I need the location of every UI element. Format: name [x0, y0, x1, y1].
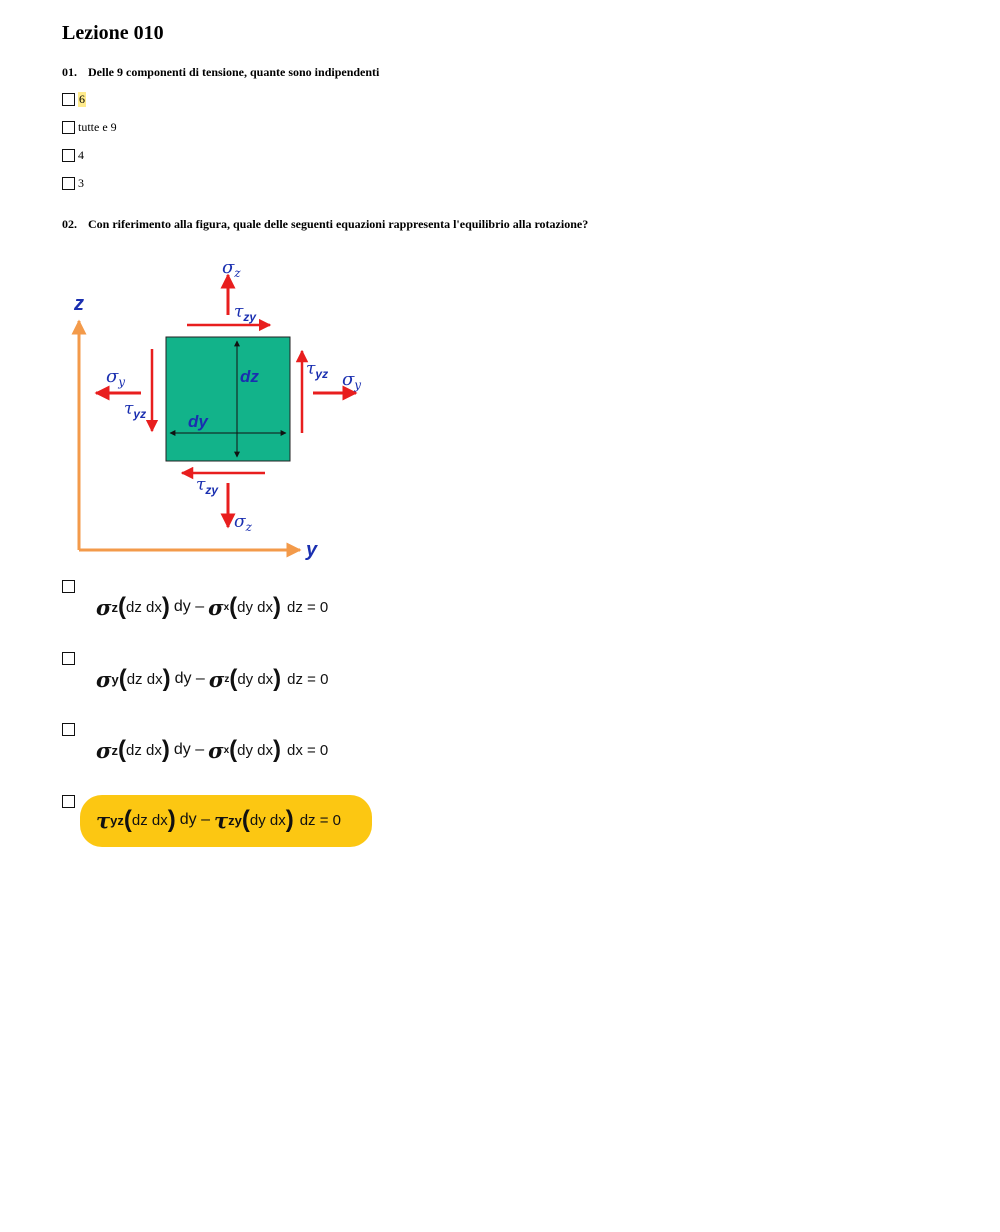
eq-symbol: σ [208, 737, 224, 763]
answer-checkbox[interactable] [62, 121, 75, 134]
equation-option-4 [96, 801, 341, 839]
sigma-z-top-label: $\sigma_z$ [222, 257, 241, 280]
question-02 [62, 217, 588, 232]
tau-yz-left-label: $\tau_{yz}$ [124, 399, 147, 421]
equation-checkbox-1[interactable] [62, 580, 75, 593]
answer-label: 6 [79, 92, 85, 106]
eq-paren: ( [118, 665, 127, 692]
eq-paren: ( [241, 806, 250, 833]
eq-area: dy dx [249, 811, 286, 829]
answer-label: 3 [78, 176, 84, 190]
eq-area: dz dx [131, 811, 168, 829]
question-text: Con riferimento alla figura, quale delle seguenti equazioni rappresenta l'equilibrio alla rotazione? [88, 217, 589, 231]
eq-subscript: y [111, 671, 119, 687]
sigma-z-bottom-label: $\sigma_z$ [234, 512, 252, 534]
eq-paren: ) [273, 736, 281, 763]
infinitesimal-element [166, 337, 290, 461]
eq-area: dz dx [126, 670, 163, 688]
tau-yz-right-label: $\tau_{yz}$ [306, 359, 329, 381]
eq-subscript: x [223, 744, 230, 756]
dz-label: dz [240, 367, 259, 386]
eq-subscript: z [111, 599, 118, 615]
answer-option-4[interactable] [62, 176, 84, 191]
eq-paren: ) [161, 593, 170, 620]
eq-subscript: zy [228, 812, 242, 828]
eq-subscript: x [223, 601, 230, 613]
equation-checkbox-4[interactable] [62, 795, 75, 808]
eq-subscript: z [224, 673, 230, 685]
sigma-y-right-label: $\sigma_y$ [342, 369, 362, 392]
question-number: 02. [62, 217, 77, 231]
eq-paren: ( [123, 806, 132, 833]
eq-symbol: σ [208, 594, 224, 620]
eq-end: dz = 0 [287, 670, 329, 688]
sigma-y-left-label: $\sigma_y$ [106, 366, 126, 389]
eq-area: dz dx [125, 598, 162, 616]
tau-zy-top-label: $\tau_{zy}$ [234, 302, 257, 324]
stress-element-figure [62, 253, 382, 563]
eq-area: dy dx [237, 670, 274, 688]
eq-end: dz = 0 [299, 811, 341, 829]
eq-paren: ) [167, 806, 176, 833]
eq-paren: ( [117, 593, 126, 620]
eq-paren: ( [229, 665, 238, 692]
eq-paren: ) [273, 593, 281, 620]
eq-paren: ( [117, 736, 126, 763]
z-axis-label: z [74, 293, 84, 315]
answer-option-3[interactable] [62, 148, 84, 163]
equation-option-1 [96, 588, 328, 626]
eq-symbol: σ [96, 666, 112, 692]
tau-zy-bottom-label: $\tau_{zy}$ [196, 475, 219, 497]
eq-middle: dy – [173, 598, 205, 615]
answer-option-2[interactable] [62, 120, 117, 135]
eq-paren: ) [161, 736, 170, 763]
eq-end: dz = 0 [287, 598, 329, 616]
eq-end: dx = 0 [287, 741, 329, 759]
answer-option-1[interactable] [62, 92, 86, 107]
eq-symbol: τ [96, 807, 111, 833]
question-number: 01. [62, 65, 77, 79]
page-title: Lezione 010 [62, 22, 164, 44]
eq-area: dy dx [237, 741, 273, 759]
equation-option-2 [96, 660, 328, 698]
equation-checkbox-2[interactable] [62, 652, 75, 665]
eq-middle: dy – [179, 811, 210, 828]
eq-subscript: z [111, 742, 118, 758]
eq-symbol: σ [96, 594, 112, 620]
eq-symbol: σ [208, 666, 225, 692]
eq-paren: ( [229, 736, 238, 763]
dy-label: dy [188, 412, 208, 431]
y-axis-label: y [306, 539, 318, 561]
eq-middle: dy – [173, 741, 205, 758]
answer-label: tutte e 9 [78, 120, 117, 134]
answer-checkbox[interactable] [62, 177, 75, 190]
answer-checkbox[interactable] [62, 93, 75, 106]
question-01 [62, 65, 379, 80]
eq-area: dy dx [237, 598, 273, 616]
equation-checkbox-3[interactable] [62, 723, 75, 736]
eq-paren: ) [285, 806, 294, 833]
eq-symbol: τ [213, 807, 229, 833]
question-text: Delle 9 componenti di tensione, quante sono indipendenti [88, 65, 380, 79]
eq-subscript: yz [110, 812, 124, 828]
eq-area: dz dx [125, 741, 162, 759]
eq-paren: ( [229, 593, 238, 620]
eq-paren: ) [273, 665, 282, 692]
eq-middle: dy – [174, 670, 205, 687]
equation-option-3 [96, 731, 328, 769]
answer-label: 4 [78, 148, 84, 162]
eq-symbol: σ [96, 737, 112, 763]
eq-paren: ) [162, 665, 171, 692]
answer-checkbox[interactable] [62, 149, 75, 162]
